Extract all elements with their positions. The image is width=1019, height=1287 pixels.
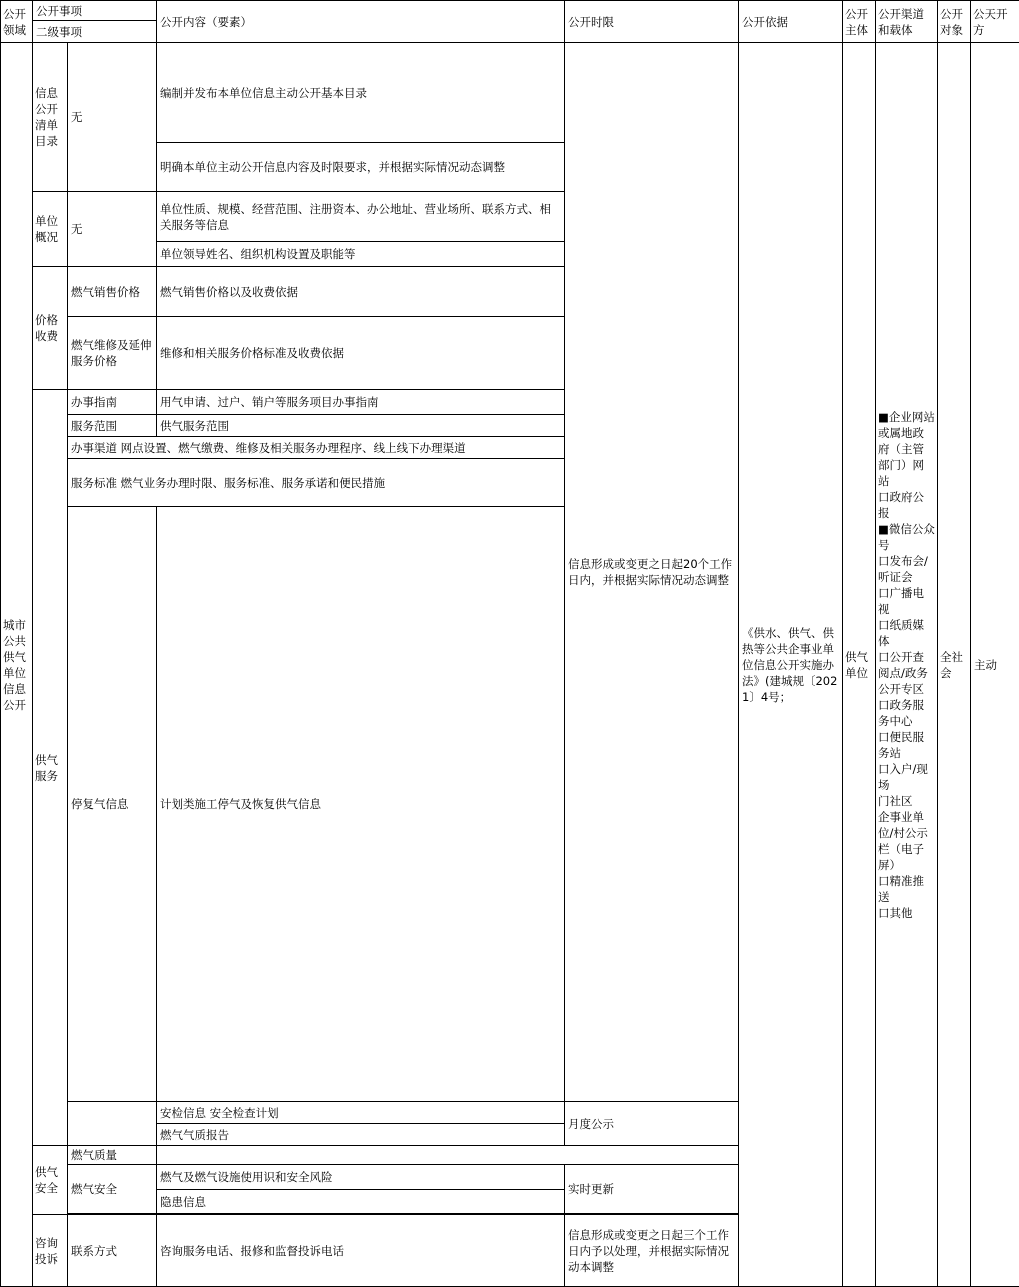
scope-content: 供气服务范围 (157, 415, 565, 437)
price-content-2: 维修和相关服务价格标准及收费依据 (157, 317, 565, 390)
price-sub-1: 燃气销售价格 (68, 267, 157, 317)
channels-text: ■企业网站或属地政府（主管部门）网站 口政府公报 ■微信公众号 口发布会/听证会 口广播电视 口纸质媒体 口公开查阅点/政务公开专区 口政务服务中心 口便民服务站 口入户/现场 门社区 企事业单位/村公示栏（电子屏） 口精准推送 口其他 (878, 410, 935, 920)
guide-content: 用气申请、过户、销户等服务项目办事指南 (157, 390, 565, 415)
subject-cell: 供气单位 (843, 43, 876, 1287)
outage-sub: 停复气信息 (68, 507, 157, 1102)
list-category: 信息公开清单目录 (33, 43, 68, 192)
header-content: 公开内容（要素） (157, 1, 565, 43)
gas-safety-content-2: 隐患信息 (157, 1190, 565, 1214)
consult-sub: 联系方式 (68, 1215, 157, 1287)
deadline-main: 信息形成或变更之日起20个工作日内，并根据实际情况动态调整 (565, 43, 739, 1102)
price-sub-2: 燃气维修及延伸服务价格 (68, 317, 157, 390)
gas-safety-content-1: 燃气及燃气设施使用识和安全风险 (157, 1165, 565, 1190)
scope-sub: 服务范围 (68, 415, 157, 437)
consult-category: 咨询投诉 (33, 1215, 68, 1287)
header-target: 公开 对象 (938, 1, 971, 43)
deadline-consult: 信息形成或变更之日起三个工作日内予以处理，并根据实际情况动本调整 (565, 1215, 739, 1287)
deadline-monthly: 月度公示 (565, 1102, 739, 1146)
safety-category: 供气安全 (33, 1146, 68, 1215)
list-content-2: 明确本单位主动公开信息内容及时限要求，并根据实际情况动态调整 (157, 143, 565, 192)
service-category: 供气服务 (33, 390, 68, 1146)
header-basis: 公开依据 (739, 1, 843, 43)
header-level2: 二级事项 (33, 21, 157, 43)
header-items: 公开事项 (33, 1, 157, 21)
channel-row: 办事渠道 网点设置、燃气缴费、维修及相关服务办理程序、线上线下办理渠道 (68, 437, 565, 459)
header-channel: 公开渠道 和载体 (876, 1, 938, 43)
overview-content-2: 单位领导姓名、组织机构设置及职能等 (157, 242, 565, 267)
consult-content: 咨询服务电话、报修和监督投诉电话 (157, 1215, 565, 1287)
overview-category: 单位概况 (33, 192, 68, 267)
price-category: 价格收费 (33, 267, 68, 390)
list-sub: 无 (68, 43, 157, 192)
quality-content: 燃气气质报告 (157, 1124, 565, 1146)
price-content-1: 燃气销售价格以及收费依据 (157, 267, 565, 317)
deadline-realtime: 实时更新 (565, 1165, 739, 1214)
outage-content: 计划类施工停气及恢复供气信息 (157, 507, 565, 1102)
mode-cell: 主动 (971, 43, 1019, 1287)
check-sub (68, 1102, 157, 1146)
header-subject: 公开 主体 (843, 1, 876, 43)
check-content: 安检信息 安全检查计划 (157, 1102, 565, 1124)
standard-row: 服务标准 燃气业务办理时限、服务标准、服务承诺和便民措施 (68, 459, 565, 507)
gas-safety-sub: 燃气安全 (68, 1165, 157, 1214)
channels-cell (876, 43, 938, 1287)
header-mode: 公天开 方 (971, 1, 1019, 43)
overview-sub: 无 (68, 192, 157, 267)
guide-sub: 办事指南 (68, 390, 157, 415)
target-cell: 全社会 (938, 43, 971, 1287)
basis-cell: 《供水、供气、供热等公共企事业单位信息公开实施办法》(建城规〔2021〕4号； (739, 43, 843, 1287)
domain-cell: 城市公共供气单位信息公开 (1, 43, 33, 1287)
overview-content-1: 单位性质、规模、经营范围、注册资本、办公地址、营业场所、联系方式、相关服务等信息 (157, 192, 565, 242)
header-domain: 公开 领域 (1, 1, 33, 43)
quality-sub: 燃气质量 (68, 1146, 157, 1165)
list-content-1: 编制并发布本单位信息主动公开基本目录 (157, 43, 565, 143)
header-deadline: 公开时限 (565, 1, 739, 43)
